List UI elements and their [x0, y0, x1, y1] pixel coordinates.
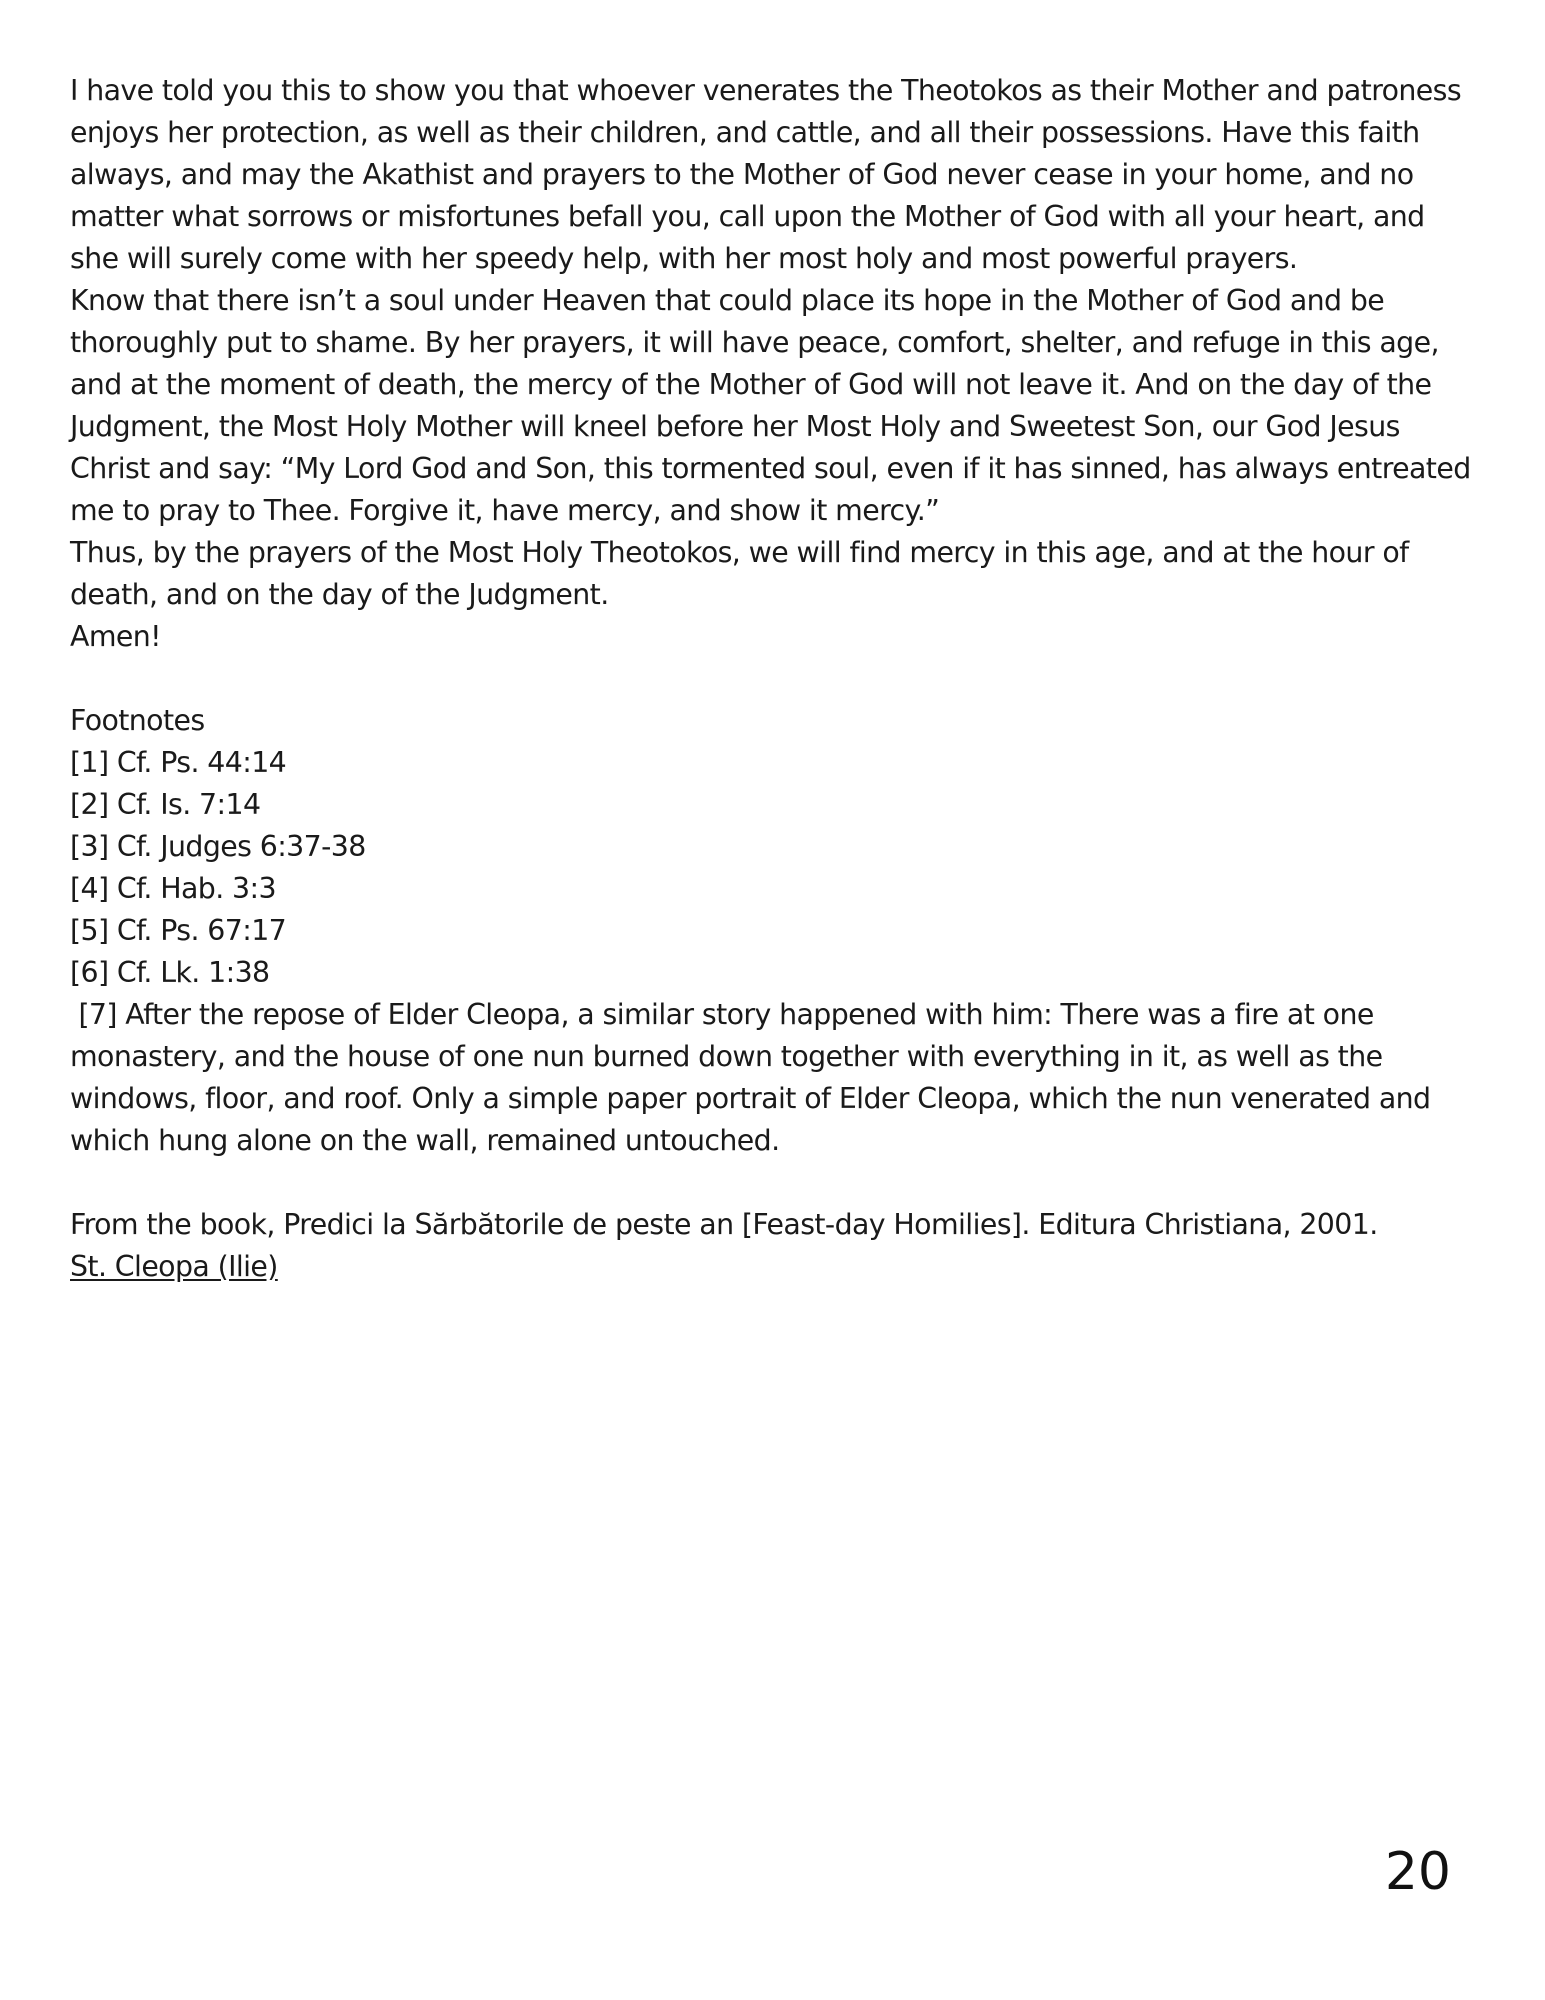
- spacer: [70, 1162, 1480, 1204]
- author-link[interactable]: St. Cleopa (Ilie): [70, 1250, 278, 1283]
- author-link-line: [70, 1246, 1480, 1288]
- paragraph: I have told you this to show you that whoever venerates the Theotokos as their Mother and patroness enjoys her protection, as well as their children, and cattle, and all their possessions. Have this faith always, and may the Akathist and prayers to the Mother of God never cease in your home, and no matter what sorrows or misfortunes befall you, call upon the Mother of God with all your heart, and she will surely come with her speedy help, with her most holy and most powerful prayers.: [70, 74, 1462, 275]
- paragraph: Know that there isn’t a soul under Heaven that could place its hope in the Mother of God and be thoroughly put to shame. By her prayers, it will have peace, comfort, shelter, and refuge in this age, and at the moment of death, the mercy of the Mother of God will not leave it. And on the day of the Judgment, the Most Holy Mother will kneel before her Most Holy and Sweetest Son, our God Jesus Christ and say: “My Lord God and Son, this tormented soul, even if it has sinned, has always entreated me to pray to Thee. Forgive it, have mercy, and show it mercy.”: [70, 284, 1471, 527]
- footnotes-section: [70, 700, 1480, 1162]
- footnote-item: [4] Cf. Hab. 3:3: [70, 872, 276, 905]
- footnote-item: [5] Cf. Ps. 67:17: [70, 914, 287, 947]
- footnote-item-text: [7] After the repose of Elder Cleopa, a similar story happened with him: There was a fire at one monastery, and the house of one nun burned down together with everything in it, as well as the windows, floor, and roof. Only a simple paper portrait of Elder Cleopa, which the nun venerated and which hung alone on the wall, remained untouched.: [70, 998, 1431, 1157]
- footnotes-heading: Footnotes: [70, 704, 205, 737]
- closing-amen: Amen!: [70, 620, 161, 653]
- document-page: [70, 70, 1480, 1288]
- source-section: [70, 1204, 1480, 1288]
- footnote-item: [1] Cf. Ps. 44:14: [70, 746, 287, 779]
- body-text: [70, 70, 1480, 658]
- source-citation: From the book, Predici la Sărbătorile de peste an [Feast-day Homilies]. Editura Christiana, 2001.: [70, 1208, 1378, 1241]
- footnote-item: [2] Cf. Is. 7:14: [70, 788, 261, 821]
- spacer: [70, 658, 1480, 700]
- footnote-item: [6] Cf. Lk. 1:38: [70, 956, 270, 989]
- footnote-item: [70, 994, 1480, 1162]
- page-number: 20: [1384, 1842, 1451, 1902]
- paragraph: Thus, by the prayers of the Most Holy Theotokos, we will find mercy in this age, and at the hour of death, and on the day of the Judgment.: [70, 536, 1409, 611]
- footnote-item: [3] Cf. Judges 6:37-38: [70, 830, 366, 863]
